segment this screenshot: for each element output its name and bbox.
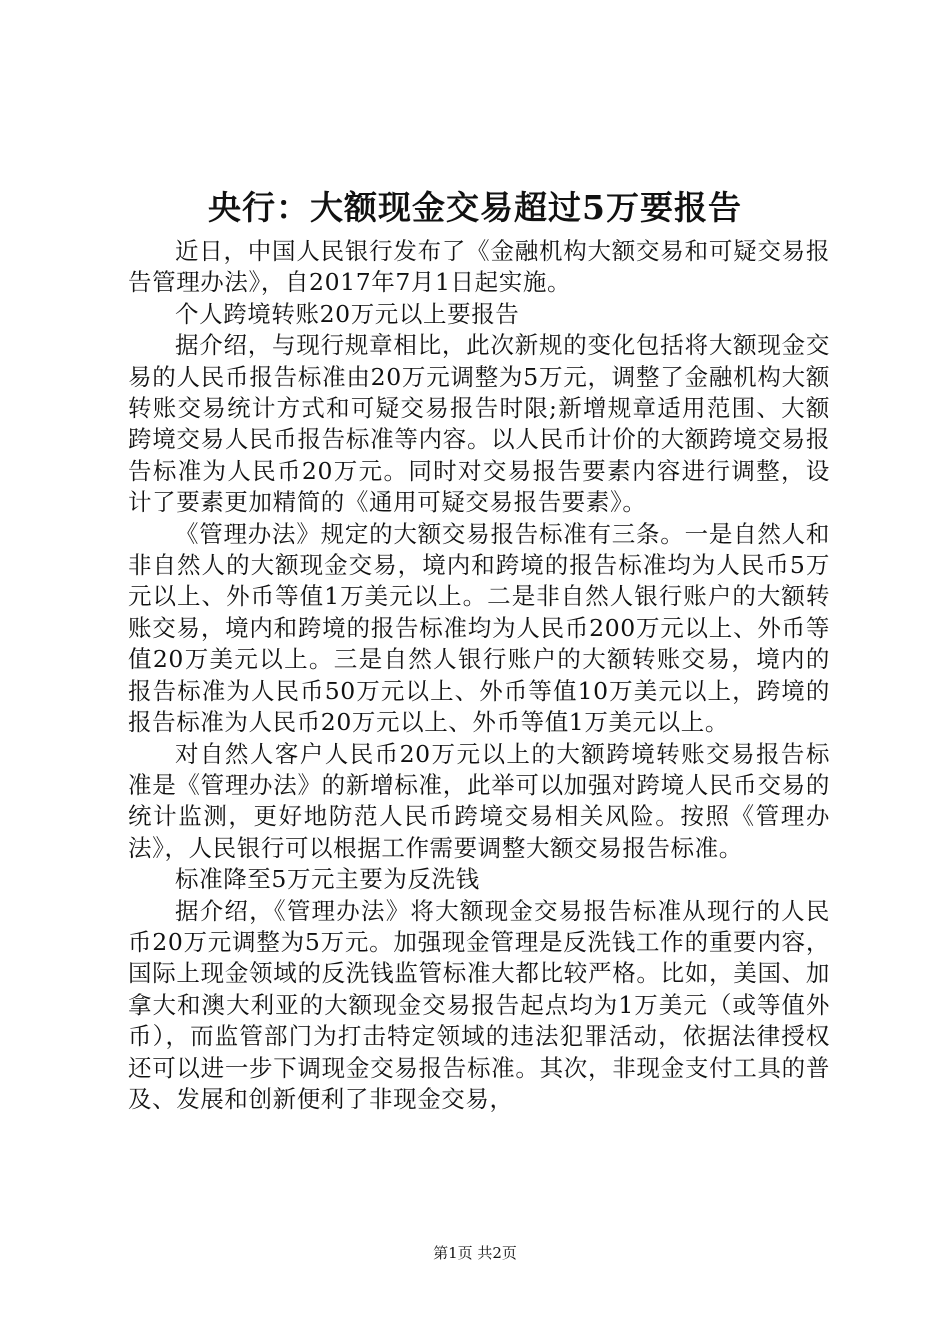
document-title: 央行：大额现金交易超过5万要报告	[208, 188, 742, 227]
paragraph-cash-management: 据介绍，《管理办法》将大额现金交易报告标准从现行的人民币20万元调整为5万元。加强现金管理是反洗钱工作的重要内容，国际上现金领域的反洗钱监管标准大都比较严格。比如，美国、加拿大和澳大利亚的大额现金交易报告起点均为1万美元（或等值外币），而监管部门为打击特定领域的违法犯罪活动，依据法律授权还可以进一步下调现金交易报告标准。其次，非现金支付工具的普及、发展和创新便利了非现金交易，	[128, 896, 830, 1113]
paragraph-three-standards: 《管理办法》规定的大额交易报告标准有三条。一是自然人和非自然人的大额现金交易，境内和跨境的报告标准均为人民币5万元以上、外币等值1万美元以上。二是非自然人银行账户的大额转账交易，境内和跨境的报告标准均为人民币200万元以上、外币等值20万美元以上。三是自然人银行账户的大额转账交易，境内的报告标准为人民币50万元以上、外币等值10万美元以上，跨境的报告标准为人民币20万元以上、外币等值1万美元以上。	[128, 519, 830, 737]
section-heading-cross-border: 个人跨境转账20万元以上要报告	[175, 299, 520, 328]
page-footer: 第1页 共2页	[433, 1244, 517, 1262]
paragraph-new-rules: 据介绍，与现行规章相比，此次新规的变化包括将大额现金交易的人民币报告标准由20万元调整为5万元，调整了金融机构大额转账交易统计方式和可疑交易报告时限;新增规章适用范围、大额跨境交易人民币报告标准等内容。以人民币计价的大额跨境交易报告标准为人民币20万元。同时对交易报告要素内容进行调整，设计了要素更加精简的《通用可疑交易报告要素》。	[128, 331, 830, 517]
section-heading-anti-money-laundering: 标准降至5万元主要为反洗钱	[175, 865, 480, 894]
paragraph-intro: 近日，中国人民银行发布了《金融机构大额交易和可疑交易报告管理办法》，自2017年7月1日起实施。	[128, 237, 830, 297]
document-body	[128, 236, 830, 1115]
paragraph-new-standard: 对自然人客户人民币20万元以上的大额跨境转账交易报告标准是《管理办法》的新增标准，此举可以加强对跨境人民币交易的统计监测，更好地防范人民币跨境交易相关风险。按照《管理办法》，人民银行可以根据工作需要调整大额交易报告标准。	[128, 739, 830, 862]
